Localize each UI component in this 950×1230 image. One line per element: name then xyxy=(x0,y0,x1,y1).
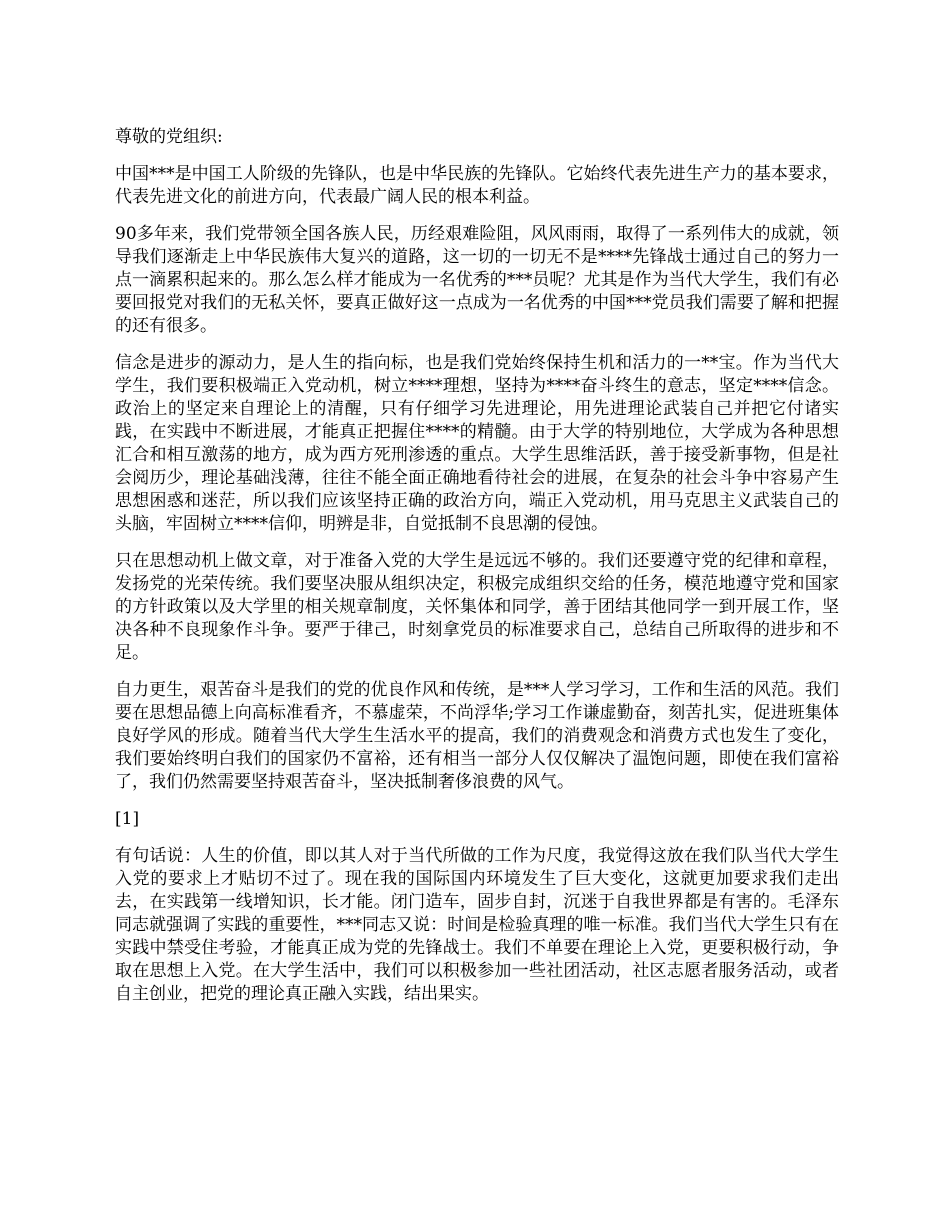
document-body xyxy=(115,126,839,1020)
paragraph-5: 自力更生，艰苦奋斗是我们的党的优良作风和传统，是***人学习学习，工作和生活的风范。我们要在思想品德上向高标准看齐，不慕虚荣，不尚浮华;学习工作谦虚勤奋，刻苦扎实，促进班集体良好学风的形成。随着当代大学生生活水平的提高，我们的消费观念和消费方式也发生了变化，我们要始终明白我们的国家仍不富裕，还有相当一部分人仅仅解决了温饱问题，即使在我们富裕了，我们仍然需要坚持艰苦奋斗，坚决抵制奢侈浪费的风气。 xyxy=(115,680,839,792)
reference-marker: [1] xyxy=(115,809,140,829)
paragraph-4: 只在思想动机上做文章，对于准备入党的大学生是远远不够的。我们还要遵守党的纪律和章程，发扬党的光荣传统。我们要坚决服从组织决定，积极完成组织交给的任务，模范地遵守党和国家的方针政策以及大学里的相关规章制度，关怀集体和同学，善于团结其他同学一到开展工作，坚决各种不良现象作斗争。要严于律己，时刻拿党员的标准要求自己，总结自己所取得的进步和不足。 xyxy=(115,551,839,663)
paragraph-2: 90多年来，我们党带领全国各族人民，历经艰难险阻，风风雨雨，取得了一系列伟大的成就，领导我们逐渐走上中华民族伟大复兴的道路，这一切的一切无不是****先锋战士通过自己的努力一点一滴累积起来的。那么怎么样才能成为一名优秀的***员呢？尤其是作为当代大学生，我们有必要回报党对我们的无私关怀，要真正做好这一点成为一名优秀的中国***党员我们需要了解和把握的还有很多。 xyxy=(115,224,839,336)
paragraph-3: 信念是进步的源动力，是人生的指向标，也是我们党始终保持生机和活力的一**宝。作为当代大学生，我们要积极端正入党动机，树立****理想，坚持为****奋斗终生的意志，坚定****信念。政治上的坚定来自理论上的清醒，只有仔细学习先进理论，用先进理论武装自己并把它付诸实践，在实践中不断进展，才能真正把握住****的精髓。由于大学的特别地位，大学成为各种思想汇合和相互激荡的地方，成为西方死刑渗透的重点。大学生思维活跃，善于接受新事物，但是社会阅历少，理论基础浅薄，往往不能全面正确地看待社会的进展，在复杂的社会斗争中容易产生思想困惑和迷茫，所以我们应该坚持正确的政治方向，端正入党动机，用马克思主义武装自己的头脑，牢固树立****信仰，明辨是非，自觉抵制不良思潮的侵蚀。 xyxy=(115,353,839,534)
paragraph-closing: 有句话说：人生的价值，即以其人对于当代所做的工作为尺度，我觉得这放在我们队当代大学生入党的要求上才贴切不过了。现在我的国际国内环境发生了巨大变化，这就更加要求我们走出去，在实践第一线增知识，长才能。闭门造车，固步自封，沉迷于自我世界都是有害的。毛泽东同志就强调了实践的重要性，***同志又说：时间是检验真理的唯一标准。我们当代大学生只有在实践中禁受住考验，才能真正成为党的先锋战士。我们不单要在理论上入党，更要积极行动，争取在思想上入党。在大学生活中，我们可以积极参加一些社团活动，社区志愿者服务活动，或者自主创业，把党的理论真正融入实践，结出果实。 xyxy=(115,846,839,1004)
paragraph-1: 中国***是中国工人阶级的先锋队，也是中华民族的先锋队。它始终代表先进生产力的基本要求，代表先进文化的前进方向，代表最广阔人民的根本利益。 xyxy=(115,164,839,207)
salutation: 尊敬的党组织: xyxy=(115,127,223,147)
